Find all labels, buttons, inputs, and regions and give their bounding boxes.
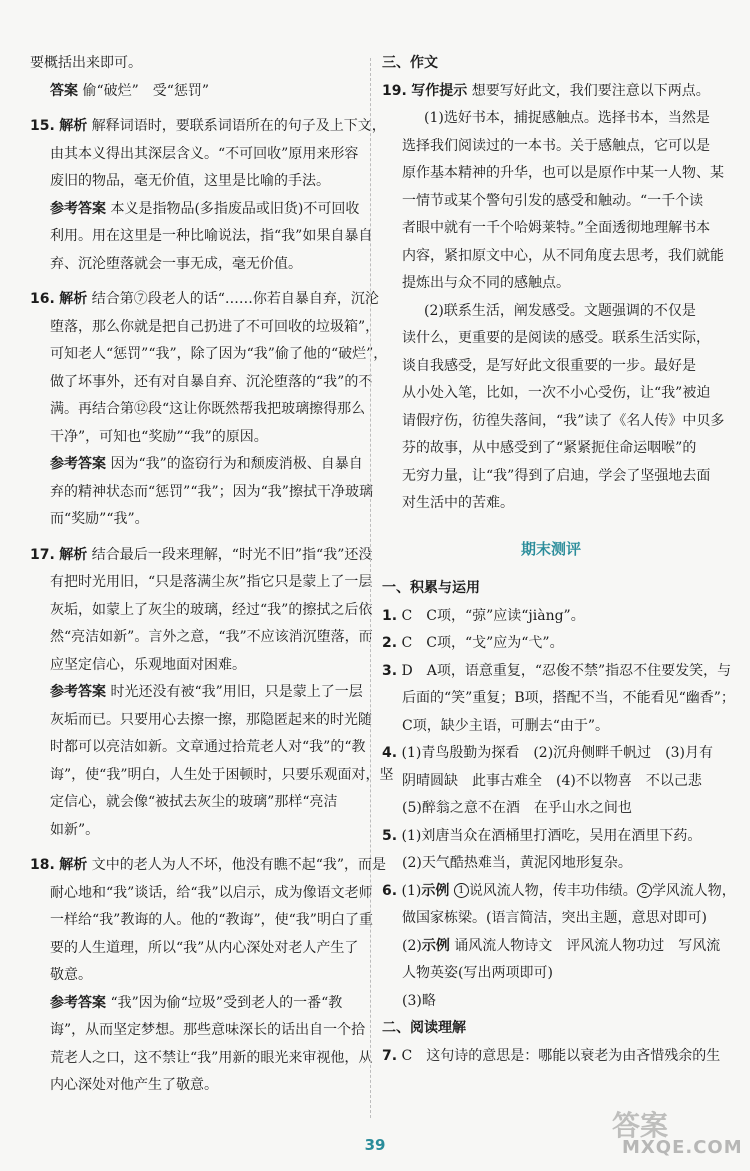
text-line xyxy=(30,569,373,597)
line-text: C C项，“弶”应读“jiàng”。 xyxy=(401,607,585,624)
text-line xyxy=(382,878,736,906)
text-line xyxy=(30,734,366,762)
text-line xyxy=(382,408,725,436)
text-line xyxy=(30,286,379,314)
text-line xyxy=(30,707,372,735)
text-line xyxy=(30,542,373,570)
line-text: 解释词语时，要联系词语所在的句子及上下文， xyxy=(91,118,386,134)
line-text: 有把时光用旧，“只是落满尘灰”指它只是蒙上了一层 xyxy=(50,574,373,590)
line-text: 谈自我感受，是写好此文很重要的一步。最好是 xyxy=(402,357,696,374)
line-text: 人物英姿(写出两项即可) xyxy=(402,965,553,981)
line-text: 满。再结合第⑫段“这让你既然帮我把玻璃擦得那么 xyxy=(50,401,366,417)
text-line xyxy=(382,685,735,713)
line-text: 结合第⑦段老人的话“……你若自暴自弃，沉沦 xyxy=(91,291,379,307)
text-line xyxy=(382,215,720,243)
line-text: 对生活中的苦难。 xyxy=(402,495,514,511)
line-text: 做了坏事外，还有对自暴自弃、沉沦堕落的“我”的不 xyxy=(50,373,373,390)
line-text: 选择我们阅读过的一本书。关于感触点，它可以是 xyxy=(402,137,710,154)
line-text: 者眼中就有一千个哈姆莱特。”全面透彻地理解书本 xyxy=(402,220,711,236)
circled-number: 2 xyxy=(637,883,652,898)
text-line xyxy=(30,223,373,251)
text-line xyxy=(30,251,358,279)
text-line xyxy=(30,852,387,880)
line-text: 灰垢而已。只要用心去擦一擦，那隐匿起来的时光随 xyxy=(50,711,372,728)
watermark xyxy=(612,1104,743,1160)
text-line xyxy=(382,905,720,933)
example-label: 示例 xyxy=(421,882,450,899)
line-text: 弃的精神状态而“惩罚”“我”；因为“我”擦拭干净玻璃 xyxy=(50,483,373,500)
question-number: 18. xyxy=(30,857,55,873)
text-line xyxy=(30,506,358,534)
answer-label: 解析 xyxy=(59,546,88,563)
text-line xyxy=(30,479,373,507)
question-number: 1. xyxy=(382,607,398,624)
line-text: (3)略 xyxy=(402,992,436,1009)
line-text: 干净”，可知也“奖励”“我”的原因。 xyxy=(50,428,268,445)
text-line xyxy=(30,341,388,369)
line-text: (2)联系生活，阐发感受。文题强调的不仅是 xyxy=(424,302,696,319)
line-text: (1)刘唐当众在酒桶里打酒吃，吴用在酒里下药。 xyxy=(401,827,702,844)
line-text: 一、积累与运用 xyxy=(382,580,480,596)
text-line xyxy=(382,713,720,741)
text-line xyxy=(382,435,720,463)
text-line xyxy=(382,1043,720,1071)
text-line xyxy=(382,823,720,851)
line-text: (5)醉翁之意不在酒 在乎山水之间也 xyxy=(402,800,632,816)
text-line xyxy=(30,1045,373,1073)
line-text: 偷“破烂” 受“惩罚” xyxy=(82,82,210,99)
line-text: 说风流人物，传丰功伟绩。 xyxy=(468,882,637,899)
text-line xyxy=(382,1015,720,1043)
text-line xyxy=(30,817,358,845)
text-line xyxy=(30,50,358,78)
line-text: 敬意。 xyxy=(50,967,92,983)
line-text: 内心深处对他产生了敬意。 xyxy=(50,1077,218,1093)
text-line xyxy=(382,658,732,686)
text-line xyxy=(382,795,720,823)
text-line xyxy=(382,188,720,216)
answer-label: 参考答案 xyxy=(50,200,106,217)
answer-label: 解析 xyxy=(59,857,88,873)
line-text: 内容，紧扣原文中心，从不同角度去思考，我们就能 xyxy=(402,247,724,264)
line-text: 从小处入笔，比如，一次不小心受伤，让“我”被迫 xyxy=(402,385,711,401)
answer-label: 参考答案 xyxy=(50,684,106,700)
line-text: 如新”。 xyxy=(50,821,100,838)
text-line xyxy=(382,768,720,796)
text-line xyxy=(382,78,720,106)
text-line xyxy=(30,424,358,452)
question-number: 17. xyxy=(30,546,55,563)
answer-label: 解析 xyxy=(59,291,88,307)
line-text: 因为“我”的盗窃行为和颓废消极、自暴自 xyxy=(110,456,363,472)
line-text: 诵风流人物诗文 评风流人物功过 写风流 xyxy=(454,937,721,954)
line-text: 堕落，那么你就是把自己扔进了不可回收的垃圾箱”， xyxy=(50,318,380,335)
line-text: (1)青鸟殷勤为探看 (2)沉舟侧畔千帆过 (3)月有 xyxy=(401,745,714,761)
text-line xyxy=(30,113,386,141)
right-column xyxy=(382,50,736,1070)
text-line xyxy=(30,1072,358,1100)
question-number: 19. xyxy=(382,82,407,99)
watermark-logo-icon: 答案 xyxy=(612,1109,669,1142)
text-line xyxy=(30,962,358,990)
question-number: 5. xyxy=(382,827,398,844)
line-text: 原作基本精神的升华，也可以是原作中某一人物、某 xyxy=(402,165,724,181)
text-line xyxy=(382,353,720,381)
text-line xyxy=(382,50,720,78)
line-text: 后面的“笑”重复；B项，搭配不当，不能看见“幽香”； xyxy=(402,690,735,706)
line-text: 一情节或某个警句引发的感受和触动。“一千个读 xyxy=(402,192,704,209)
text-line xyxy=(30,762,394,790)
text-line xyxy=(382,463,720,491)
line-text: C 这句诗的意思是：哪能以衰老为由吝惜残余的生 xyxy=(401,1047,721,1064)
text-line xyxy=(382,603,720,631)
answer-label: 解析 xyxy=(59,118,88,134)
line-text: 诲”，使“我”明白，人生处于困顿时，只要乐观面对，坚 xyxy=(50,766,394,783)
text-line xyxy=(382,850,720,878)
line-text: 弃、沉沦堕落就会一事无成，毫无价值。 xyxy=(50,255,302,272)
line-text: C项，缺少主语，可删去“由于”。 xyxy=(402,717,610,734)
text-line xyxy=(30,196,358,224)
line-text: 定信心，就会像“被拭去灰尘的玻璃”那样“亮洁 xyxy=(50,794,338,810)
line-text: (2)天气酷热难当，黄泥冈地形复杂。 xyxy=(402,855,632,871)
line-text: (1) xyxy=(401,882,422,899)
line-text: 而“奖励”“我”。 xyxy=(50,511,149,527)
answer-label: 写作提示 xyxy=(411,82,468,99)
line-text: 诲”，从而坚定梦想。那些意味深长的话出自一个拾 xyxy=(50,1022,366,1038)
text-line xyxy=(30,168,358,196)
line-text: 三、作文 xyxy=(382,55,438,71)
line-text: “我”因为偷“垃圾”受到老人的一番“教 xyxy=(110,994,343,1011)
text-line xyxy=(30,314,380,342)
text-line xyxy=(30,679,363,707)
line-text: (2) xyxy=(402,937,422,954)
text-line xyxy=(382,740,720,768)
line-text: 废旧的物品，毫无价值，这里是比喻的手法。 xyxy=(50,173,330,189)
text-line xyxy=(382,160,724,188)
text-line xyxy=(30,624,373,652)
line-text: 一样给“我”教诲的人。他的“教诲”，使“我”明白了重 xyxy=(50,912,373,928)
line-text: 学风流人物， xyxy=(651,882,736,899)
line-text: 要概括出来即可。 xyxy=(30,55,142,71)
line-text: 二、阅读理解 xyxy=(382,1020,466,1036)
line-text: 文中的老人为人不坏，他没有瞧不起“我”，而是 xyxy=(91,857,387,873)
text-line xyxy=(382,243,724,271)
text-line xyxy=(30,451,363,479)
final-test-answers xyxy=(382,575,736,1070)
line-text: 耐心地和“我”谈话，给“我”以启示，成为像语文老师 xyxy=(50,884,373,901)
line-text: 请假疗伤，彷徨失落间，“我”读了《名人传》中贝多 xyxy=(402,412,725,429)
line-text: 应坚定信心，乐观地面对困难。 xyxy=(50,656,246,673)
text-line xyxy=(382,575,720,603)
text-line xyxy=(382,933,720,961)
question-number: 3. xyxy=(382,662,398,679)
text-line xyxy=(382,325,720,353)
text-line xyxy=(30,789,358,817)
text-line xyxy=(382,490,720,518)
composition-section xyxy=(382,50,725,518)
question-number: 7. xyxy=(382,1047,398,1064)
line-text: 提炼出与众不同的感触点。 xyxy=(402,275,570,291)
line-text: 本义是指物品(多指废品或旧货)不可回收 xyxy=(110,200,360,217)
text-line xyxy=(30,990,358,1018)
column-divider xyxy=(370,58,371,1118)
line-text: 灰垢，如蒙上了灰尘的玻璃，经过“我”的擦拭之后依 xyxy=(50,601,373,618)
line-text: 要的人生道理，所以“我”从内心深处对老人产生了 xyxy=(50,939,359,956)
text-line xyxy=(30,907,373,935)
text-line xyxy=(30,396,366,424)
line-text: 荒老人之口，这不禁让“我”用新的眼光来审视他，从 xyxy=(50,1049,373,1066)
circled-number: 1 xyxy=(454,883,469,898)
question-number: 6. xyxy=(382,882,398,899)
line-text: 想要写好此文，我们要注意以下两点。 xyxy=(471,82,710,99)
text-line xyxy=(30,880,373,908)
text-line xyxy=(30,369,373,397)
question-number: 15. xyxy=(30,118,55,134)
question-number: 4. xyxy=(382,745,398,761)
text-line xyxy=(382,270,720,298)
line-text: 做国家栋梁。(语言简洁，突出主题，意思对即可) xyxy=(402,910,707,926)
line-text: 结合最后一段来理解，“时光不旧”指“我”还没 xyxy=(91,546,373,563)
text-line xyxy=(30,597,373,625)
text-line xyxy=(30,652,358,680)
page-number: 39 xyxy=(364,1136,386,1154)
answer-label: 参考答案 xyxy=(50,456,106,472)
line-text: 芬的故事，从中感受到了“紧紧扼住命运咽喉”的 xyxy=(402,440,697,456)
text-line xyxy=(382,380,720,408)
page-title: 期末测评 xyxy=(520,539,581,558)
text-line xyxy=(30,1017,366,1045)
question-number: 2. xyxy=(382,635,398,651)
text-line xyxy=(382,298,720,326)
text-line xyxy=(30,935,358,963)
line-text: 时光还没有被“我”用旧，只是蒙上了一层 xyxy=(110,684,363,700)
text-line xyxy=(30,78,358,106)
line-text: 阴晴圆缺 此事古难全 (4)不以物喜 不以己悲 xyxy=(402,772,702,789)
line-text: 由其本义得出其深层含义。“不可回收”原用来形容 xyxy=(50,145,359,162)
text-line xyxy=(382,960,720,988)
left-column xyxy=(30,50,394,1100)
text-line xyxy=(382,105,720,133)
line-text: 然“亮洁如新”。言外之意，“我”不应该消沉堕落，而 xyxy=(50,629,373,645)
watermark-text: MXQE.COM xyxy=(622,1137,743,1158)
line-text: (1)选好书本，捕捉感触点。选择书本，当然是 xyxy=(424,110,710,126)
line-text: 时都可以亮洁如新。文章通过拾荒老人对“我”的“教 xyxy=(50,739,366,755)
answer-label: 参考答案 xyxy=(50,994,106,1011)
question-number: 16. xyxy=(30,291,55,307)
line-text: D A项，语意重复，“忍俊不禁”指忍不住要发笑，与 xyxy=(401,662,732,679)
text-line xyxy=(30,141,358,169)
text-line xyxy=(382,988,720,1016)
line-text: 可知老人“惩罚”“我”，除了因为“我”偷了他的“破烂”， xyxy=(50,346,388,362)
example-label: 示例 xyxy=(421,937,450,954)
line-text: C C项，“戈”应为“弋”。 xyxy=(401,635,564,651)
text-line xyxy=(382,630,720,658)
line-text: 利用。用在这里是一种比喻说法，指“我”如果自暴自 xyxy=(50,228,373,244)
line-text: 读什么，更重要的是阅读的感受。联系生活实际， xyxy=(402,330,710,346)
text-line xyxy=(382,133,720,161)
line-text: 无穷力量，让“我”得到了启迪，学会了坚强地去面 xyxy=(402,467,711,484)
answer-label: 答案 xyxy=(50,82,78,99)
